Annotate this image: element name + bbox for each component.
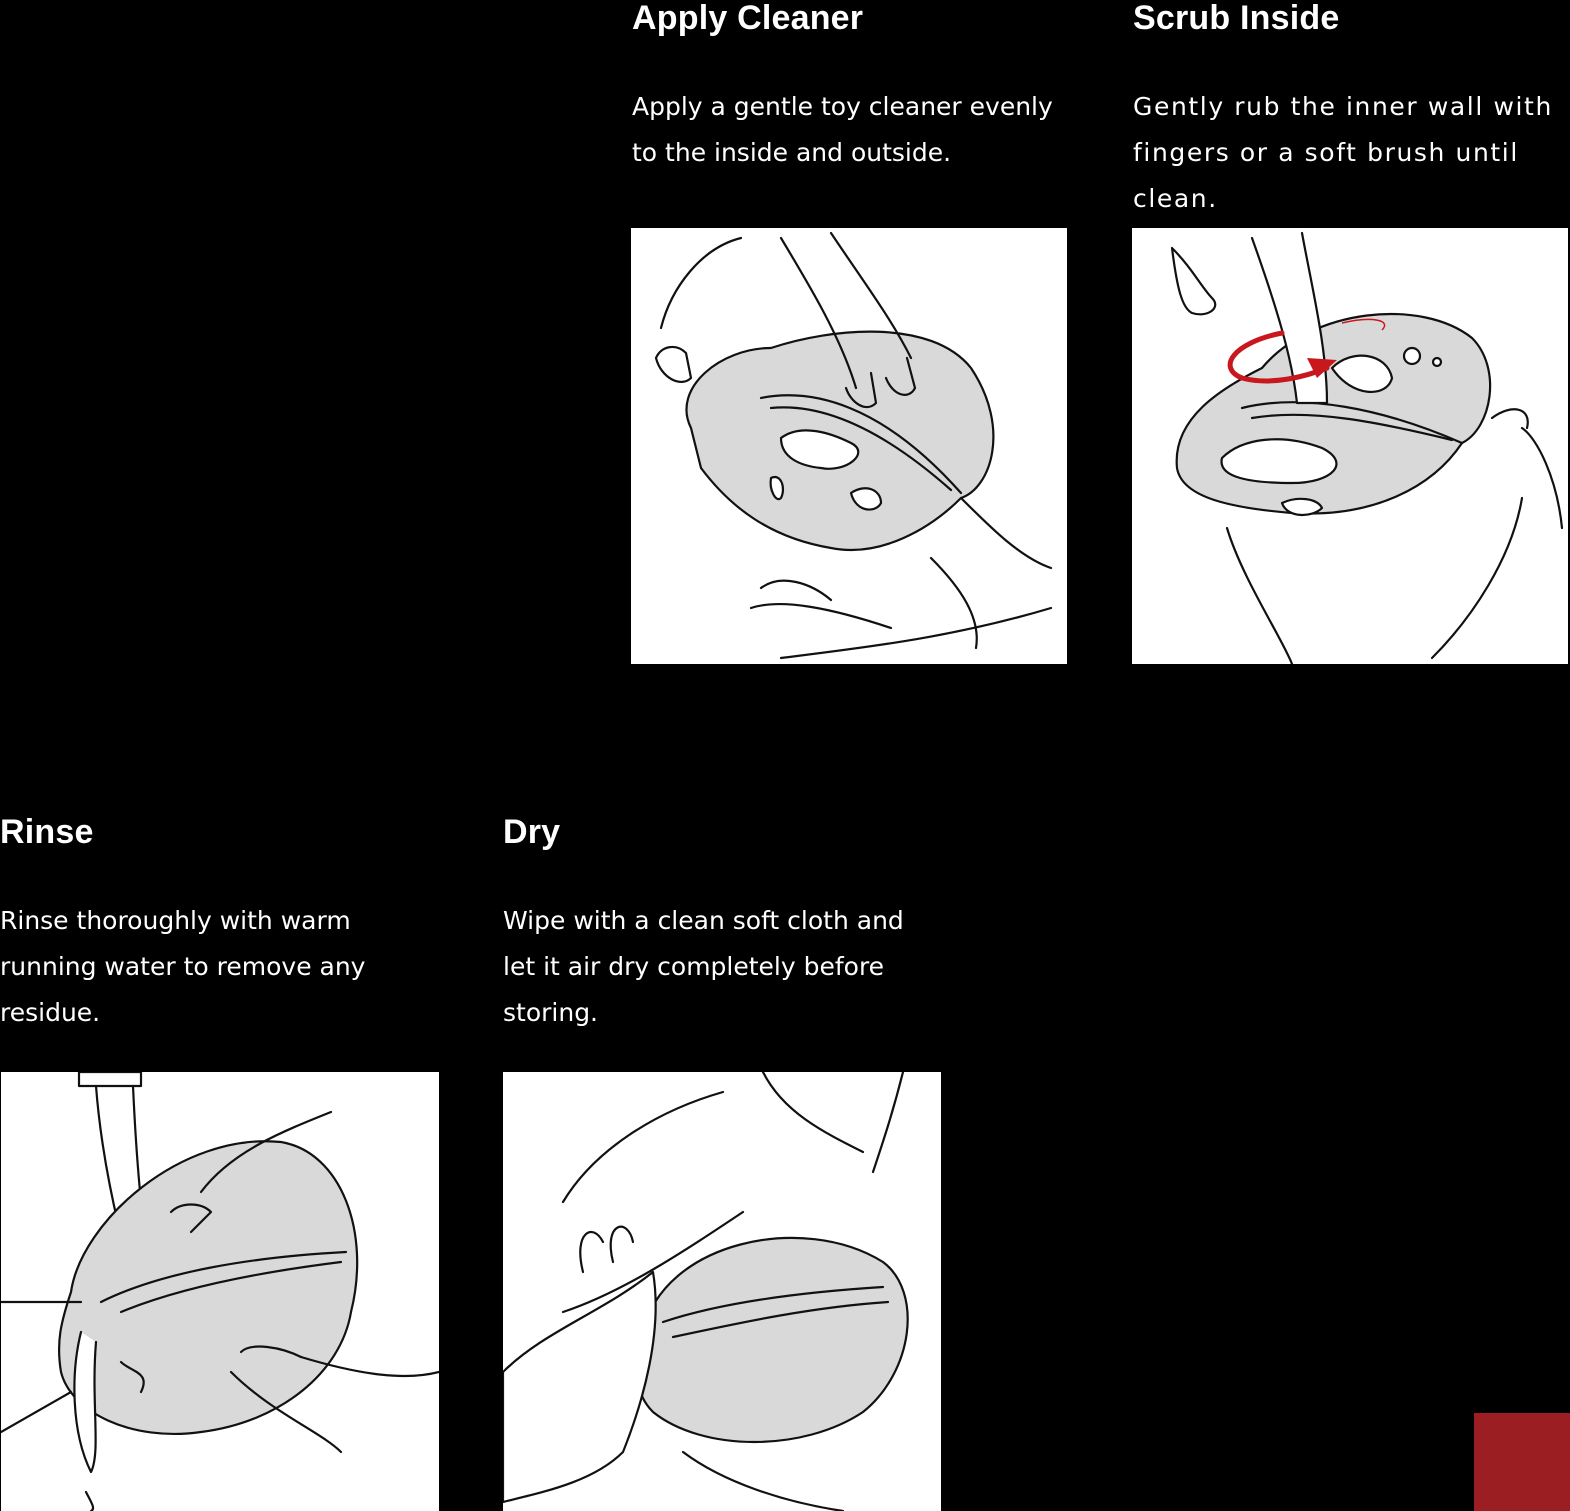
step-rinse bbox=[0, 814, 440, 1036]
step-title: Rinse bbox=[0, 813, 94, 851]
step-description: Wipe with a clean soft cloth and let it air dry completely before storing. bbox=[503, 906, 904, 1027]
accent-corner-block bbox=[1474, 1413, 1570, 1511]
scrub-inside-illustration bbox=[1132, 228, 1568, 664]
step-description: Rinse thoroughly with warm running water to remove any residue. bbox=[0, 906, 366, 1027]
step-scrub-inside bbox=[1133, 0, 1570, 222]
step-title: Dry bbox=[503, 813, 561, 851]
step-title: Scrub Inside bbox=[1133, 0, 1340, 37]
dry-illustration bbox=[503, 1072, 941, 1511]
step-description: Apply a gentle toy cleaner evenly to the inside and outside. bbox=[632, 92, 1053, 167]
apply-cleaner-illustration bbox=[631, 228, 1067, 664]
step-dry bbox=[503, 814, 943, 1036]
step-apply-cleaner bbox=[632, 0, 1072, 176]
rinse-illustration bbox=[1, 1072, 439, 1511]
step-description: Gently rub the inner wall with fingers or a soft brush until clean. bbox=[1133, 92, 1553, 213]
step-title: Apply Cleaner bbox=[632, 0, 864, 37]
